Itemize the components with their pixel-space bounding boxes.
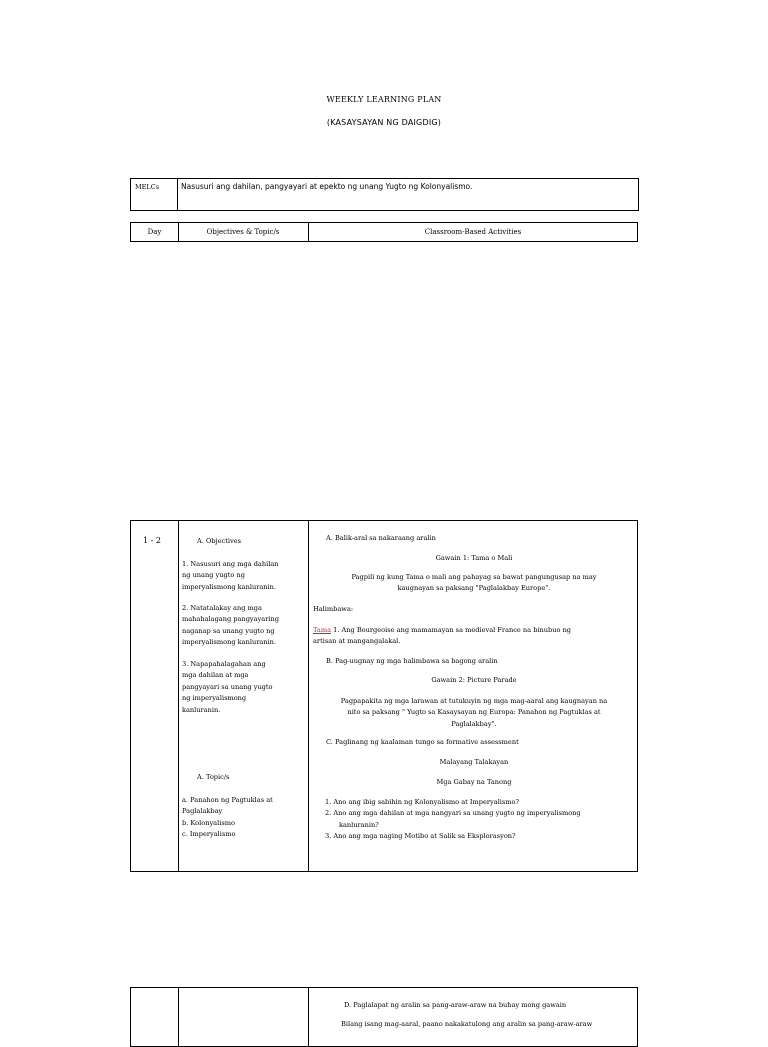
melcs-label: MELCs (135, 183, 160, 191)
gawain-2-title: Gawain 2: Picture Parade (431, 676, 517, 684)
objective-1 (182, 559, 279, 593)
objective-line: kanluranin. (182, 705, 221, 714)
row2-divider-2 (308, 988, 309, 1046)
melcs-text: Nasusuri ang dahilan, pangyayari at epekto ng unang Yugto ng Kolonyalismo. (181, 182, 473, 191)
example-answer: Tama (313, 626, 332, 634)
objective-line: pangyayari sa unang yugto (182, 682, 273, 691)
objective-line: imperyalismong kanluranin. (182, 582, 276, 591)
topic-item: c. Imperyalismo (182, 830, 236, 839)
questions-list (325, 797, 581, 843)
instruction-line: nito sa paksang " Yugto sa Kasaysayan ng Europa: Panahon ng Pagtuklas at (347, 708, 601, 717)
activity-d-heading: D. Paglalapat ng aralin sa pang-araw-araw na buhay mong gawain (344, 1001, 567, 1009)
topic-item: Paglalakbay (182, 807, 223, 816)
objective-line: 3. Napapahalagahan ang (182, 660, 266, 668)
activity-b-heading: B. Pag-uugnay ng mga halimbawa sa bagong aralin (326, 657, 498, 665)
halimbawa-label: Halimbawa: (313, 605, 354, 613)
example-item (313, 625, 571, 648)
topics-heading: A. Topic/s (197, 773, 230, 781)
topics-list (182, 795, 273, 841)
question-item: 1. Ano ang ibig sabihin ng Kolonyalismo at Imperyalismo? (325, 798, 520, 806)
document-title: WEEKLY LEARNING PLAN (326, 95, 442, 104)
objective-line: mga dahilan at mga (182, 671, 249, 680)
instruction-line: kaugnayan sa paksang "Paglalakbay Europe". (397, 584, 551, 593)
objective-line: ng unang yugto ng (182, 571, 245, 580)
example-text-line: artisan at mangangalakal. (313, 637, 401, 646)
plan-table-row-2 (130, 987, 638, 1047)
activity-c-heading: C. Paglinang ng kaalaman tungo sa formative assessment (326, 738, 519, 746)
melcs-table (130, 178, 639, 211)
objective-3 (182, 659, 273, 716)
document-subtitle: (KASAYSAYAN NG DAIGDIG) (326, 118, 442, 127)
objective-line: 2. Natatalakay ang mga (182, 604, 262, 612)
instruction-line: Pagpapakita ng mga larawan at tutukuyin ng mga mag-aaral ang kaugnayan na (340, 697, 608, 705)
instruction-line: Paglalakbay". (451, 719, 497, 728)
objective-2 (182, 603, 279, 649)
topic-item: b. Kolonyalismo (182, 818, 235, 827)
gawain-1-instructions (311, 572, 637, 595)
header-day: Day (147, 228, 162, 236)
objective-line: imperyalismong kanluranin. (182, 638, 276, 647)
row-divider-1 (178, 521, 179, 871)
gawain-1-title: Gawain 1: Tama o Mali (435, 554, 513, 562)
row2-divider-1 (178, 988, 179, 1046)
objective-line: ng imperyalismong (182, 694, 247, 703)
instruction-line: Pagpili ng kung Tama o mali ang pahayag sa bawat pangungusap na may (351, 573, 597, 581)
objective-line: mahahalagang pangyayaring (182, 615, 279, 624)
header-objectives: Objectives & Topic/s (206, 228, 280, 236)
gabay-na-tanong: Mga Gabay na Tanong (436, 778, 512, 786)
topic-item: a. Panahon ng Pagtuklas at (182, 796, 273, 804)
plan-table-header (130, 222, 638, 242)
plan-table-row-1 (130, 520, 638, 872)
melcs-divider (177, 179, 178, 210)
objective-line: 1. Nasusuri ang mga dahilan (182, 560, 279, 568)
example-text-line: 1. Ang Bourgeoise ang mamamayan sa medieval France na binubuo ng (333, 626, 572, 634)
question-item: 3. Ano ang mga naging Motibo at Salik sa Eksplorasyon? (325, 832, 516, 841)
malayang-talakayan: Malayang Talakayan (439, 758, 509, 766)
question-item: kanluranin? (339, 820, 379, 829)
activity-a-heading: A. Balik-aral sa nakaraang aralin (326, 534, 436, 542)
question-item: 2. Ano ang mga dahilan at mga nangyari sa unang yugto ng imperyalismong (325, 809, 581, 818)
header-activities: Classroom-Based Activities (424, 228, 522, 236)
row-divider-2 (308, 521, 309, 871)
activity-d-text: Bilang isang mag-aaral, paano nakakatulong ang aralin sa pang-araw-araw (341, 1020, 593, 1028)
objective-line: naganap sa unang yugto ng (182, 626, 275, 635)
objectives-heading: A. Objectives (197, 537, 241, 545)
row-day: 1 - 2 (143, 536, 161, 545)
gawain-2-instructions (311, 696, 637, 730)
